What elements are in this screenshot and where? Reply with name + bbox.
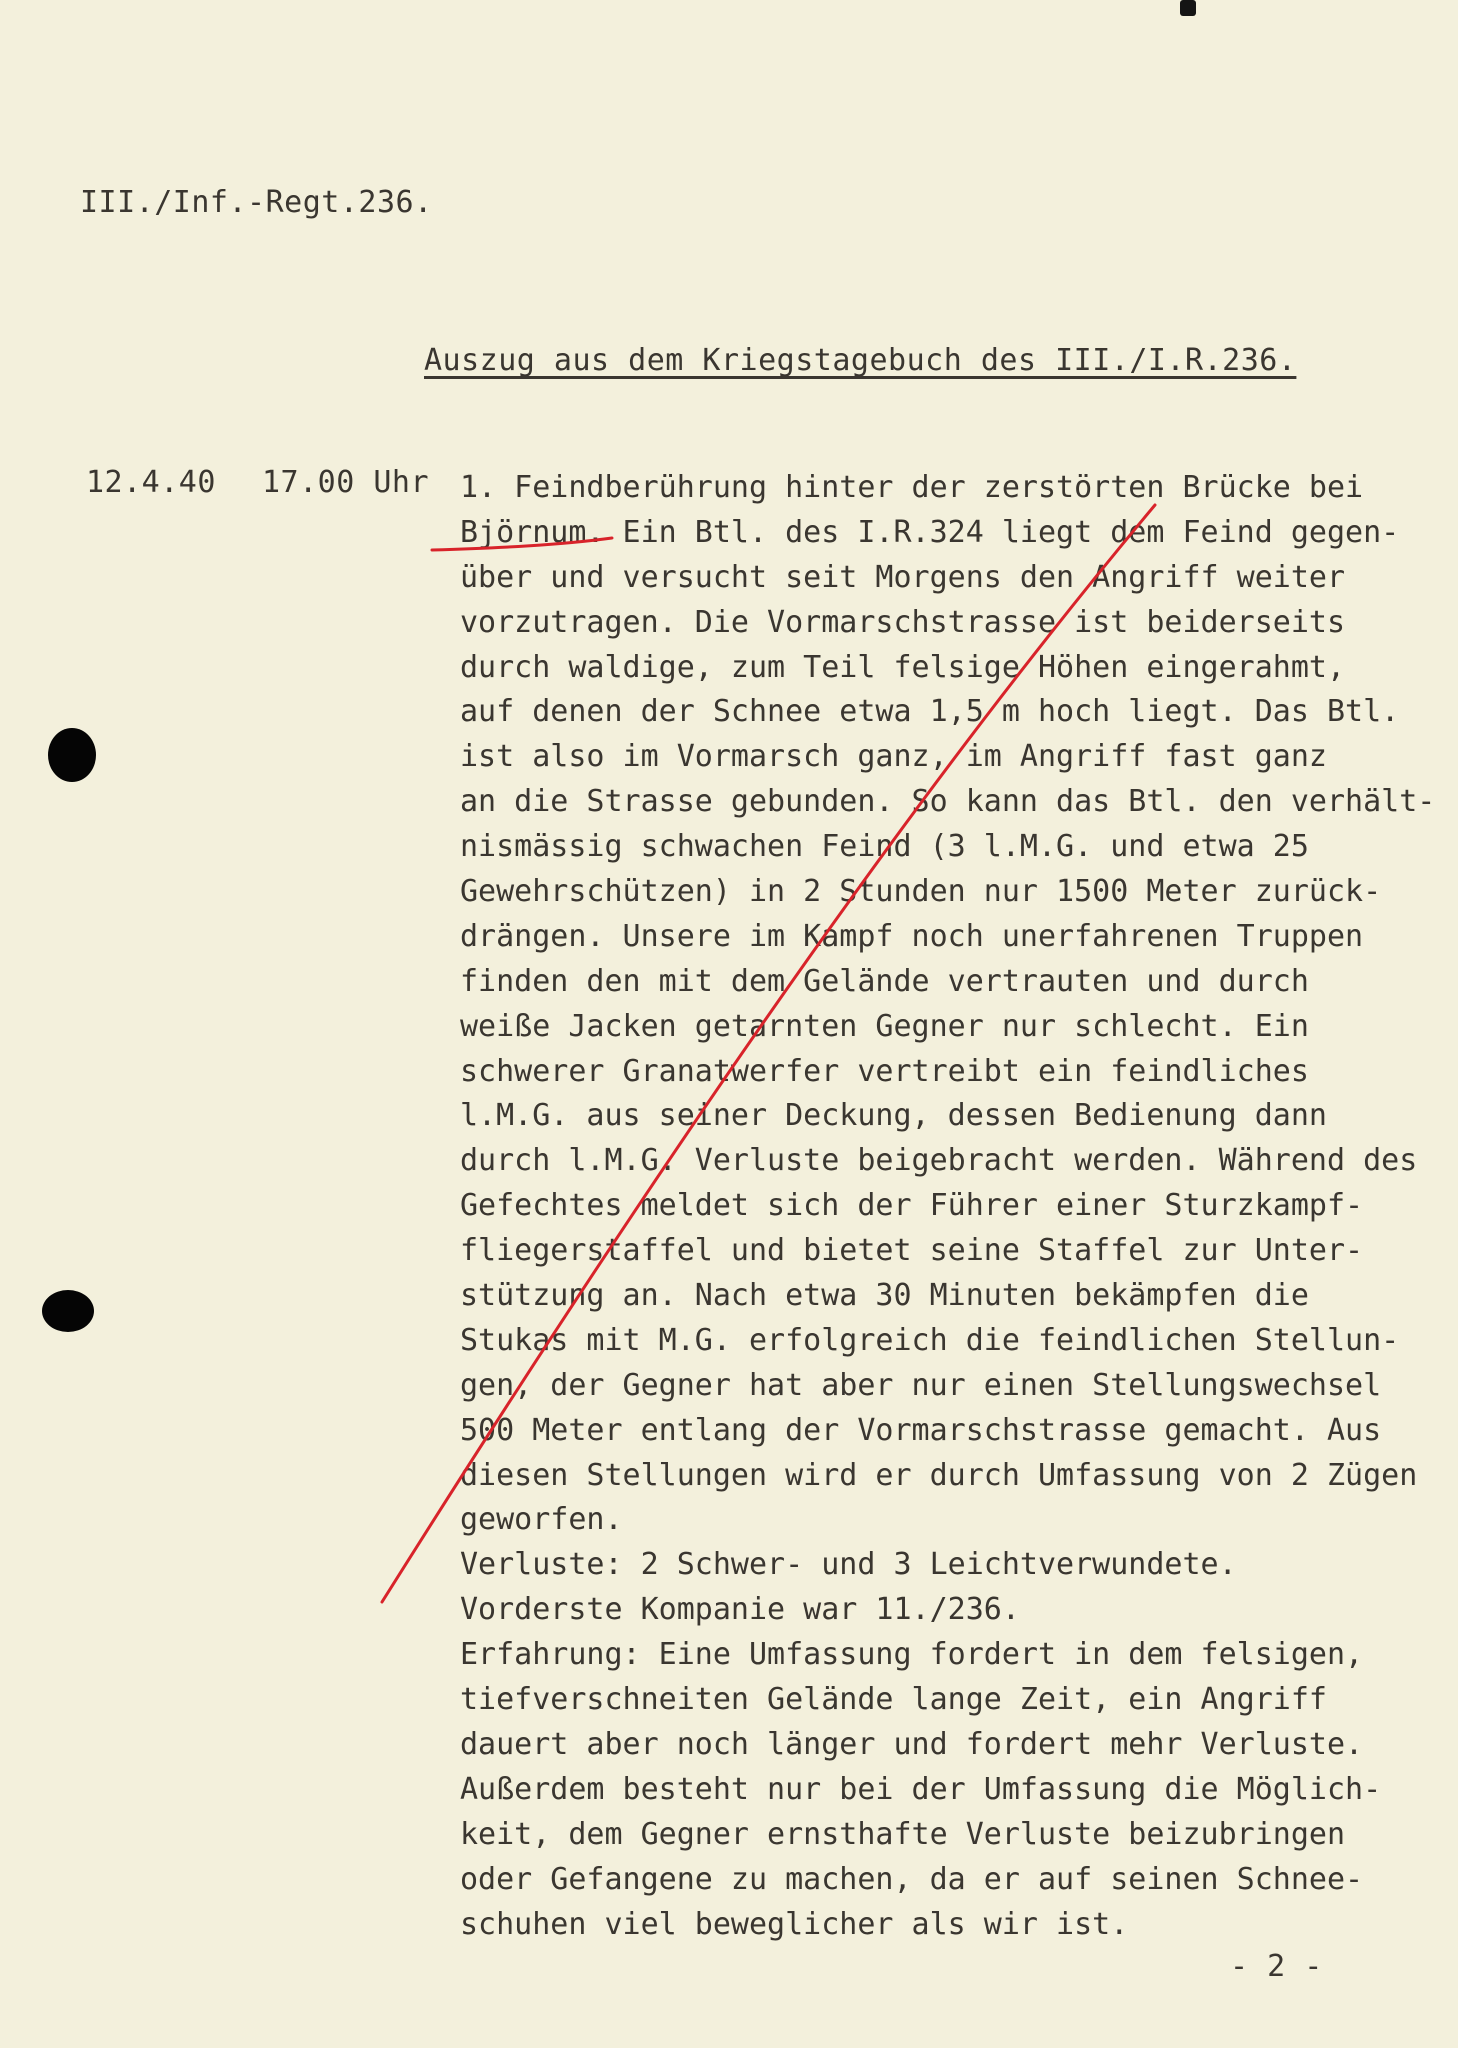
body-line: weiße Jacken getarnten Gegner nur schlecht. Ein <box>460 1008 1309 1044</box>
body-line: 500 Meter entlang der Vormarschstrasse gemacht. Aus <box>460 1412 1382 1448</box>
punch-hole-upper <box>48 728 96 782</box>
body-line: l.M.G. aus seiner Deckung, dessen Bedienung dann <box>460 1098 1327 1134</box>
document-title: Auszug aus dem Kriegstagebuch des III./I.R.236. <box>424 343 1297 378</box>
body-line: Björnum. Ein Btl. des I.R.324 liegt dem Feind gegen- <box>460 514 1400 550</box>
body-line: ist also im Vormarsch ganz, im Angriff fast ganz <box>460 739 1327 775</box>
body-line: fliegerstaffel und bietet seine Staffel zur Unter- <box>460 1233 1364 1269</box>
body-line: Außerdem besteht nur bei der Umfassung die Möglich- <box>460 1771 1382 1807</box>
body-line: gen, der Gegner hat aber nur einen Stellungswechsel <box>460 1367 1382 1403</box>
body-line: nismässig schwachen Feind (3 l.M.G. und etwa 25 <box>460 829 1309 865</box>
body-line: diesen Stellungen wird er durch Umfassung von 2 Zügen <box>460 1457 1418 1493</box>
body-line: 1. Feindberührung hinter der zerstörten Brücke bei <box>460 470 1364 505</box>
body-line: über und versucht seit Morgens den Angriff weiter <box>460 559 1346 595</box>
body-line: Erfahrung: Eine Umfassung fordert in dem felsigen, <box>460 1637 1364 1673</box>
body-line: schuhen viel beweglicher als wir ist. <box>460 1906 1129 1942</box>
body-line: geworfen. <box>460 1502 623 1538</box>
body-line: vorzutragen. Die Vormarschstrasse ist beiderseits <box>460 604 1346 640</box>
ink-speck <box>1180 0 1196 16</box>
entry-date: 12.4.40 <box>86 465 216 500</box>
body-line: stützung an. Nach etwa 30 Minuten bekämpfen die <box>460 1278 1309 1314</box>
entry-body <box>460 466 1435 1947</box>
body-line: oder Gefangene zu machen, da er auf seinen Schnee- <box>460 1861 1364 1897</box>
body-line: Verluste: 2 Schwer- und 3 Leichtverwundete. <box>460 1547 1237 1583</box>
body-line: tiefverschneiten Gelände lange Zeit, ein Angriff <box>460 1682 1327 1718</box>
entry-time: 17.00 Uhr <box>262 465 430 500</box>
page-number: - 2 - <box>1230 1949 1323 1984</box>
body-line: keit, dem Gegner ernsthafte Verluste beizubringen <box>460 1816 1346 1852</box>
body-line: Vorderste Kompanie war 11./236. <box>460 1592 1020 1628</box>
punch-hole-lower <box>42 1290 94 1332</box>
body-line: finden den mit dem Gelände vertrauten und durch <box>460 963 1309 999</box>
body-line: Gewehrschützen) in 2 Stunden nur 1500 Meter zurück- <box>460 874 1382 910</box>
body-line: Gefechtes meldet sich der Führer einer Sturzkampf- <box>460 1188 1364 1224</box>
body-line: drängen. Unsere im Kampf noch unerfahrenen Truppen <box>460 918 1364 954</box>
body-line: schwerer Granatwerfer vertreibt ein feindliches <box>460 1053 1309 1089</box>
body-line: auf denen der Schnee etwa 1,5 m hoch liegt. Das Btl. <box>460 694 1400 730</box>
body-line: dauert aber noch länger und fordert mehr Verluste. <box>460 1726 1364 1762</box>
body-line: durch waldige, zum Teil felsige Höhen eingerahmt, <box>460 649 1346 685</box>
body-line: durch l.M.G. Verluste beigebracht werden. Während des <box>460 1143 1418 1179</box>
body-line: an die Strasse gebunden. So kann das Btl. den verhält- <box>460 784 1436 820</box>
body-line: Stukas mit M.G. erfolgreich die feindlichen Stellun- <box>460 1322 1400 1358</box>
unit-reference: III./Inf.-Regt.236. <box>80 185 433 220</box>
